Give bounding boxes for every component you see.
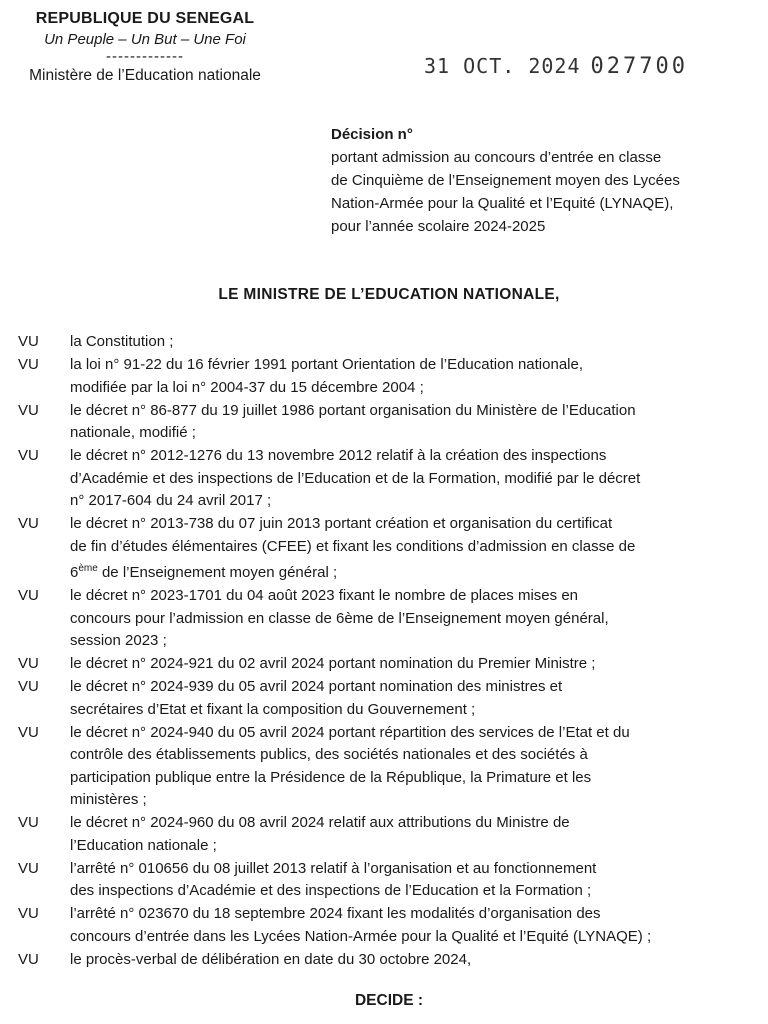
vu-item bbox=[18, 331, 740, 354]
vu-item bbox=[18, 812, 740, 857]
vu-item bbox=[18, 858, 740, 903]
line-rest: de l’Enseignement moyen général ; bbox=[97, 564, 338, 581]
vu-label: VU bbox=[18, 905, 39, 922]
vu-list bbox=[18, 331, 740, 972]
vu-text bbox=[70, 949, 740, 972]
vu-text bbox=[70, 722, 740, 812]
vu-label: VU bbox=[18, 333, 39, 350]
vu-text-line: la Constitution ; bbox=[70, 333, 174, 350]
vu-text-line: le décret n° 2024-960 du 08 avril 2024 relatif aux attributions du Ministre de bbox=[70, 814, 570, 831]
vu-text-line: le décret n° 2024-939 du 05 avril 2024 portant nomination des ministres et bbox=[70, 678, 563, 695]
decision-subject-line: de Cinquième de l’Enseignement moyen des Lycées bbox=[331, 172, 680, 189]
vu-text-line: le décret n° 2012-1276 du 13 novembre 2012 relatif à la création des inspections bbox=[70, 447, 607, 464]
vu-text bbox=[70, 585, 740, 653]
vu-text bbox=[70, 903, 740, 948]
vu-text-line: de fin d’études élémentaires (CFEE) et fixant les conditions d’admission en classe de bbox=[70, 537, 636, 555]
vu-text-line: le décret n° 2023-1701 du 04 août 2023 fixant le nombre de places mises en bbox=[70, 587, 579, 604]
vu-text-line bbox=[70, 558, 740, 585]
decision-subject-line: pour l’année scolaire 2024-2025 bbox=[331, 218, 546, 235]
vu-item bbox=[18, 400, 740, 445]
country-name: REPUBLIQUE DU SENEGAL bbox=[35, 10, 255, 27]
national-motto: Un Peuple – Un But – Une Foi bbox=[44, 31, 246, 48]
vu-text-line: contrôle des établissements publics, des sociétés nationales et des sociétés à bbox=[70, 746, 588, 763]
vu-text-line: le décret n° 86-877 du 19 juillet 1986 portant organisation du Ministère de l’Education bbox=[70, 401, 636, 419]
vu-text bbox=[70, 513, 740, 585]
vu-label: VU bbox=[18, 678, 39, 695]
vu-item bbox=[18, 722, 740, 812]
vu-text bbox=[70, 676, 740, 721]
vu-text-line: concours d’entrée dans les Lycées Nation-Armée pour la Qualité et l’Equité (LYNAQE) ; bbox=[70, 927, 652, 945]
vu-label: VU bbox=[18, 401, 39, 419]
header-separator: ------------- bbox=[106, 48, 184, 65]
vu-item bbox=[18, 676, 740, 721]
vu-text-line: participation publique entre la Présidence de la République, la Primature et les bbox=[70, 768, 592, 786]
vu-text-line: concours pour l’admission en classe de 6ème de l’Enseignement moyen général, bbox=[70, 609, 609, 627]
vu-text bbox=[70, 331, 740, 354]
vu-text-line: la loi n° 91-22 du 16 février 1991 portant Orientation de l’Education nationale, bbox=[70, 356, 584, 373]
vu-label: VU bbox=[18, 447, 39, 464]
vu-label: VU bbox=[18, 859, 39, 877]
vu-item bbox=[18, 949, 740, 972]
vu-text-line: des inspections d’Académie et des inspections de l’Education et la Formation ; bbox=[70, 882, 592, 899]
vu-text-line: d’Académie et des inspections de l’Education et de la Formation, modifié par le décret bbox=[70, 469, 641, 487]
vu-label: VU bbox=[18, 356, 39, 373]
vu-label: VU bbox=[18, 950, 39, 968]
vu-text-line: nationale, modifié ; bbox=[70, 424, 196, 441]
vu-item bbox=[18, 653, 740, 676]
ordinal-superscript: ème bbox=[78, 563, 98, 574]
vu-label: VU bbox=[18, 723, 39, 741]
stamp-date: 31 OCT. 2024 bbox=[424, 54, 581, 78]
vu-text-line: le décret n° 2013-738 du 07 juin 2013 portant création et organisation du certificat bbox=[70, 515, 613, 532]
vu-text bbox=[70, 653, 740, 676]
vu-text bbox=[70, 812, 740, 857]
decision-subject-line: portant admission au concours d’entrée en classe bbox=[331, 149, 662, 166]
vu-text bbox=[70, 400, 740, 445]
minister-heading: LE MINISTRE DE L’EDUCATION NATIONALE, bbox=[218, 286, 560, 303]
vu-text-line: l’arrêté n° 023670 du 18 septembre 2024 fixant les modalités d’organisation des bbox=[70, 905, 601, 922]
vu-text-line: le décret n° 2024-921 du 02 avril 2024 portant nomination du Premier Ministre ; bbox=[70, 655, 596, 672]
registration-stamp bbox=[424, 54, 688, 79]
vu-text-line: n° 2017-604 du 24 avril 2017 ; bbox=[70, 492, 272, 509]
decide-heading: DECIDE : bbox=[354, 992, 424, 1009]
vu-text-line: le procès-verbal de délibération en date du 30 octobre 2024, bbox=[70, 950, 472, 968]
vu-text-line: ministères ; bbox=[70, 791, 147, 808]
vu-label: VU bbox=[18, 587, 39, 604]
vu-item bbox=[18, 445, 740, 513]
vu-item bbox=[18, 585, 740, 653]
vu-text-line: l’Education nationale ; bbox=[70, 836, 217, 854]
letterhead bbox=[10, 10, 280, 85]
vu-item bbox=[18, 354, 740, 399]
decision-title: Décision n° bbox=[331, 126, 413, 143]
vu-label: VU bbox=[18, 814, 39, 831]
vu-text-line: le décret n° 2024-940 du 05 avril 2024 portant répartition des services de l’Etat et du bbox=[70, 723, 630, 741]
decision-subject-line: Nation-Armée pour la Qualité et l’Equité (LYNAQE), bbox=[331, 195, 674, 212]
vu-text bbox=[70, 445, 740, 513]
vu-text bbox=[70, 858, 740, 903]
vu-text-line: modifiée par la loi n° 2004-37 du 15 décembre 2004 ; bbox=[70, 378, 424, 396]
vu-label: VU bbox=[18, 655, 39, 672]
decision-block bbox=[331, 123, 751, 238]
vu-text-line: l’arrêté n° 010656 du 08 juillet 2013 relatif à l’organisation et au fonctionnement bbox=[70, 859, 597, 877]
ministry-name: Ministère de l’Education nationale bbox=[29, 67, 261, 84]
vu-label: VU bbox=[18, 515, 39, 532]
class-number: 6 bbox=[70, 564, 79, 581]
vu-text bbox=[70, 354, 740, 399]
vu-text-line: secrétaires d’Etat et fixant la composition du Gouvernement ; bbox=[70, 700, 476, 718]
vu-item bbox=[18, 903, 740, 948]
stamp-number: 027700 bbox=[590, 54, 688, 79]
vu-item bbox=[18, 513, 740, 585]
vu-text-line: session 2023 ; bbox=[70, 632, 167, 649]
